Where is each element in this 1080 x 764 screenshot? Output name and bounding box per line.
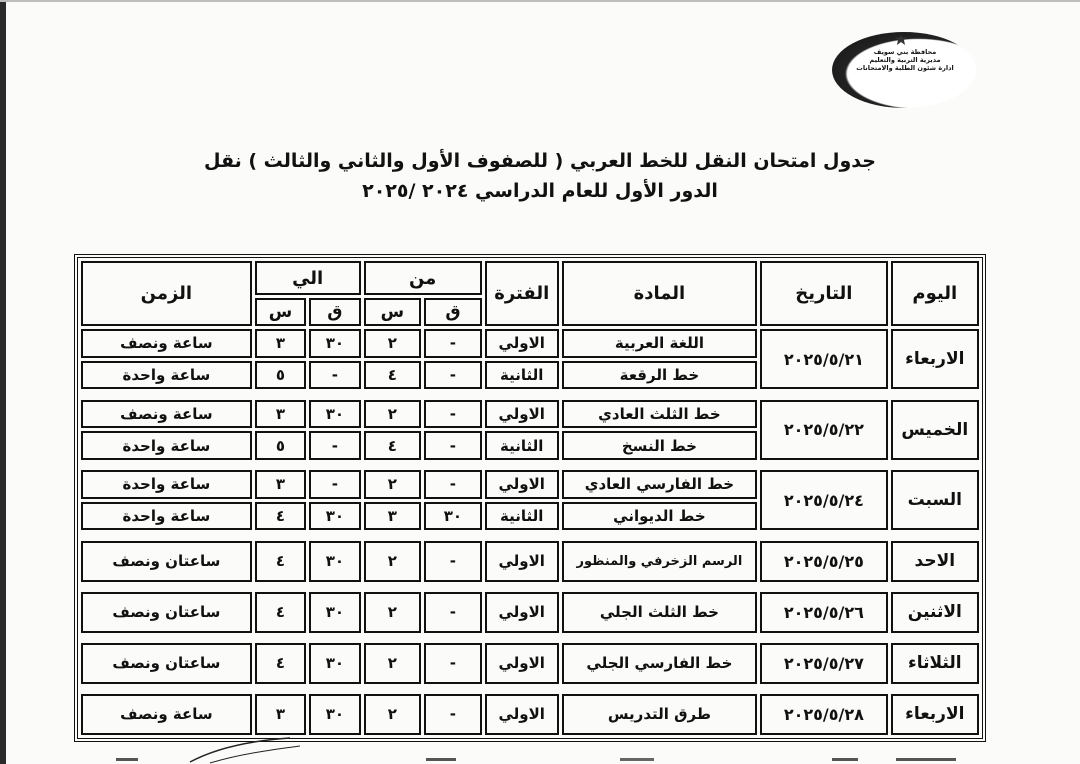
- from-hours-cell: ٢: [364, 329, 422, 358]
- title-line-2: الدور الأول للعام الدراسي ٢٠٢٤ /٢٠٢٥: [362, 180, 718, 202]
- date-cell: ٢٠٢٥/٥/٢٦: [760, 592, 887, 633]
- to-minutes-cell: -: [309, 470, 360, 499]
- to-minutes-cell: ٣٠: [309, 694, 360, 735]
- table-row: [81, 400, 979, 429]
- page-top-edge: [0, 0, 1080, 2]
- from-hours-cell: ٤: [364, 431, 422, 460]
- header-to: الي: [255, 261, 361, 295]
- duration-cell: ساعة ونصف: [81, 400, 252, 429]
- subject-cell: الرسم الزخرفي والمنظور: [562, 541, 757, 582]
- logo-text: [852, 48, 958, 72]
- duration-cell: ساعتان ونصف: [81, 541, 252, 582]
- date-cell: ٢٠٢٥/٥/٢٢: [760, 400, 887, 460]
- duration-cell: ساعة واحدة: [81, 470, 252, 499]
- header-period: الفترة: [485, 261, 559, 326]
- group-separator: [81, 392, 979, 396]
- date-cell: ٢٠٢٥/٥/٢١: [760, 329, 887, 389]
- day-cell: الاربعاء: [891, 329, 979, 389]
- period-cell: الاولي: [485, 541, 559, 582]
- date-cell: ٢٠٢٥/٥/٢٥: [760, 541, 887, 582]
- day-cell: الاثنين: [891, 592, 979, 633]
- group-separator-cell: [81, 585, 979, 589]
- group-separator-cell: [81, 392, 979, 396]
- from-minutes-cell: -: [424, 694, 482, 735]
- period-cell: الاولي: [485, 400, 559, 429]
- day-cell: الاحد: [891, 541, 979, 582]
- table-row: [81, 329, 979, 358]
- subject-cell: خط الثلث العادي: [562, 400, 757, 429]
- header-row: [81, 261, 979, 295]
- cut-off-footer-text: [0, 752, 1080, 764]
- directorate-logo: [828, 22, 980, 114]
- from-minutes-cell: -: [424, 643, 482, 684]
- table-row: [81, 643, 979, 684]
- header-date: التاريخ: [760, 261, 887, 326]
- logo-line-1: محافظة بني سويف: [873, 48, 937, 56]
- day-cell: الخميس: [891, 400, 979, 460]
- subject-cell: اللغة العربية: [562, 329, 757, 358]
- group-separator-cell: [81, 463, 979, 467]
- day-cell: الاربعاء: [891, 694, 979, 735]
- from-minutes-cell: -: [424, 400, 482, 429]
- to-hours-cell: ٥: [255, 431, 306, 460]
- date-cell: ٢٠٢٥/٥/٢٤: [760, 470, 887, 530]
- from-minutes-cell: ٣٠: [424, 502, 482, 531]
- from-hours-cell: ٢: [364, 470, 422, 499]
- period-cell: الاولي: [485, 592, 559, 633]
- duration-cell: ساعة واحدة: [81, 431, 252, 460]
- subject-cell: طرق التدريس: [562, 694, 757, 735]
- group-separator: [81, 463, 979, 467]
- page-edge-shadow: [0, 0, 6, 764]
- to-hours-cell: ٤: [255, 502, 306, 531]
- period-cell: الاولي: [485, 694, 559, 735]
- to-minutes-cell: -: [309, 361, 360, 390]
- period-cell: الاولي: [485, 470, 559, 499]
- subject-cell: خط الديواني: [562, 502, 757, 531]
- header-subject: المادة: [562, 261, 757, 326]
- day-cell: الثلاثاء: [891, 643, 979, 684]
- day-cell: السبت: [891, 470, 979, 530]
- duration-cell: ساعة ونصف: [81, 329, 252, 358]
- group-separator-cell: [81, 533, 979, 537]
- period-cell: الاولي: [485, 643, 559, 684]
- table-row: [81, 694, 979, 735]
- from-minutes-cell: -: [424, 470, 482, 499]
- to-hours-cell: ٣: [255, 329, 306, 358]
- to-hours-cell: ٤: [255, 592, 306, 633]
- from-hours-cell: ٤: [364, 361, 422, 390]
- group-separator: [81, 533, 979, 537]
- title-line-1: جدول امتحان النقل للخط العربي ( للصفوف الأول والثاني والثالث ) نقل: [204, 150, 876, 172]
- header-from: من: [364, 261, 482, 295]
- group-separator: [81, 687, 979, 691]
- from-hours-cell: ٣: [364, 502, 422, 531]
- from-minutes-cell: -: [424, 541, 482, 582]
- to-minutes-cell: ٣٠: [309, 643, 360, 684]
- from-minutes-cell: -: [424, 431, 482, 460]
- period-cell: الثانية: [485, 361, 559, 390]
- to-minutes-cell: ٣٠: [309, 541, 360, 582]
- header-from-minutes: ق: [424, 298, 482, 326]
- header-to-minutes: ق: [309, 298, 360, 326]
- to-hours-cell: ٤: [255, 643, 306, 684]
- table-row: [81, 541, 979, 582]
- to-hours-cell: ٥: [255, 361, 306, 390]
- to-minutes-cell: ٣٠: [309, 592, 360, 633]
- date-cell: ٢٠٢٥/٥/٢٧: [760, 643, 887, 684]
- from-minutes-cell: -: [424, 361, 482, 390]
- subject-cell: خط الفارسي الجلي: [562, 643, 757, 684]
- logo-line-3: ادارة شئون الطلبة والامتحانات: [856, 64, 954, 72]
- header-from-hours: س: [364, 298, 422, 326]
- group-separator-cell: [81, 687, 979, 691]
- from-hours-cell: ٢: [364, 592, 422, 633]
- page-title: [60, 146, 1020, 206]
- subject-cell: خط النسخ: [562, 431, 757, 460]
- period-cell: الاولي: [485, 329, 559, 358]
- duration-cell: ساعة ونصف: [81, 694, 252, 735]
- from-hours-cell: ٢: [364, 643, 422, 684]
- duration-cell: ساعة واحدة: [81, 361, 252, 390]
- to-minutes-cell: ٣٠: [309, 329, 360, 358]
- header-day: اليوم: [891, 261, 979, 326]
- period-cell: الثانية: [485, 431, 559, 460]
- exam-schedule-table: [74, 254, 986, 742]
- subject-cell: خط الثلث الجلي: [562, 592, 757, 633]
- logo-line-2: مديرية التربية والتعليم: [869, 56, 941, 64]
- subject-cell: خط الرقعة: [562, 361, 757, 390]
- header-to-hours: س: [255, 298, 306, 326]
- table-row: [81, 592, 979, 633]
- from-hours-cell: ٢: [364, 694, 422, 735]
- period-cell: الثانية: [485, 502, 559, 531]
- to-hours-cell: ٣: [255, 470, 306, 499]
- date-cell: ٢٠٢٥/٥/٢٨: [760, 694, 887, 735]
- duration-cell: ساعتان ونصف: [81, 592, 252, 633]
- group-separator: [81, 585, 979, 589]
- group-separator-cell: [81, 636, 979, 640]
- eagle-emblem-icon: [894, 34, 908, 46]
- from-hours-cell: ٢: [364, 541, 422, 582]
- header-duration: الزمن: [81, 261, 252, 326]
- to-hours-cell: ٤: [255, 541, 306, 582]
- from-hours-cell: ٢: [364, 400, 422, 429]
- from-minutes-cell: -: [424, 329, 482, 358]
- from-minutes-cell: -: [424, 592, 482, 633]
- to-minutes-cell: ٣٠: [309, 502, 360, 531]
- duration-cell: ساعة واحدة: [81, 502, 252, 531]
- group-separator: [81, 636, 979, 640]
- to-hours-cell: ٣: [255, 694, 306, 735]
- duration-cell: ساعتان ونصف: [81, 643, 252, 684]
- to-minutes-cell: -: [309, 431, 360, 460]
- table-row: [81, 470, 979, 499]
- subject-cell: خط الفارسي العادي: [562, 470, 757, 499]
- schedule-body: [81, 329, 979, 735]
- to-hours-cell: ٣: [255, 400, 306, 429]
- to-minutes-cell: ٣٠: [309, 400, 360, 429]
